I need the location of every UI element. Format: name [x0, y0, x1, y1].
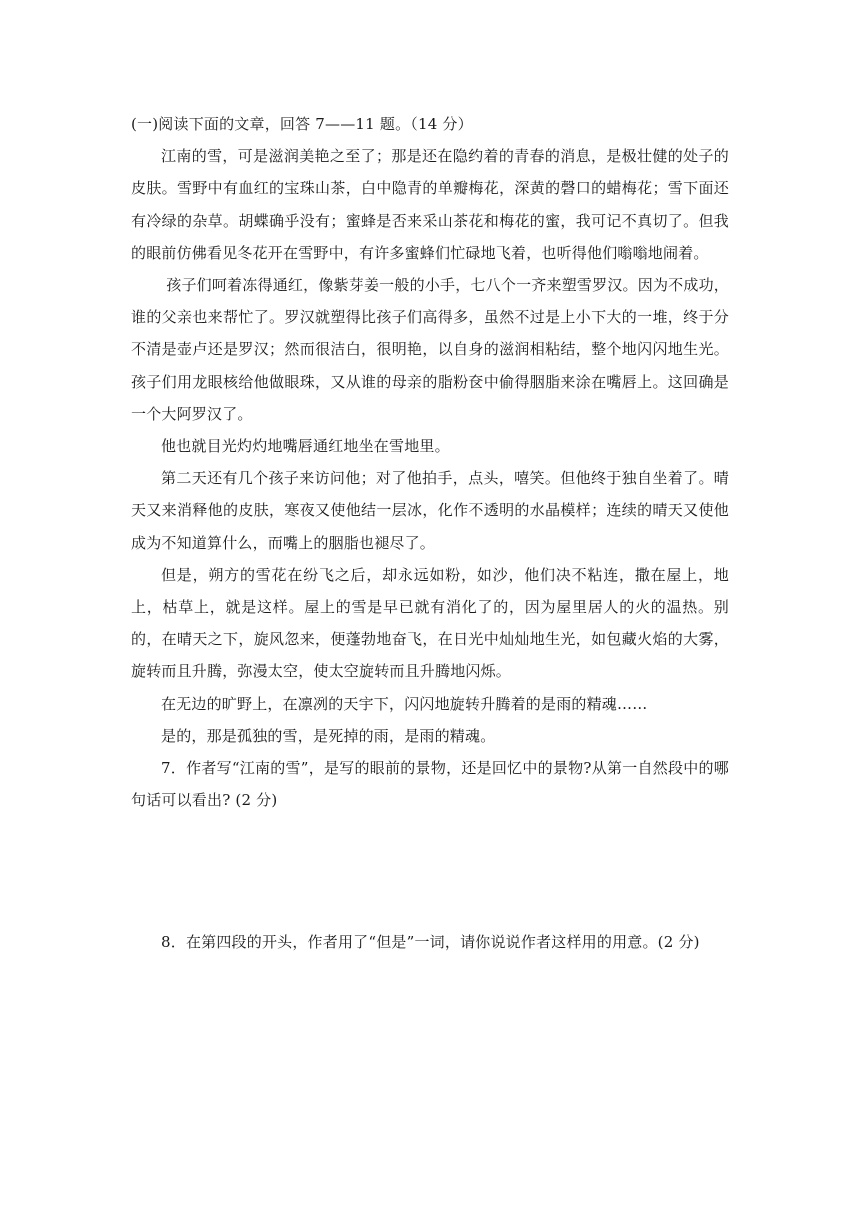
section-heading: (一)阅读下面的文章，回答 7——11 题。（14 分）: [131, 115, 473, 133]
paragraph-3: 他也就目光灼灼地嘴唇通红地坐在雪地里。: [161, 437, 450, 456]
question-8: 8．在第四段的开头，作者用了“但是”一词，请你说说作者这样用的用意。(2 分): [161, 933, 700, 952]
paragraph-5: 但是，朔方的雪花在纷飞之后，却永远如粉，如沙，他们决不粘连，撒在屋上，地上，枯草上，就是这样。屋上的雪是早已就有消化了的，因为屋里居人的火的温热。别的，在晴天之下，旋风忽来，便蓬勃地奋飞，在日光中灿灿地生光，如包藏火焰的大雾，旋转而且升腾，弥漫太空，使太空旋转而且升腾地闪烁。: [131, 565, 729, 681]
paragraph-7: 是的，那是孤独的雪，是死掉的雨，是雨的精魂。: [161, 726, 496, 745]
paragraph-1: 江南的雪，可是滋润美艳之至了；那是还在隐约着的青春的消息，是极壮健的处子的皮肤。雪野中有血红的宝珠山茶，白中隐青的单瓣梅花，深黄的磬口的蜡梅花；雪下面还有冷绿的杂草。胡蝶确乎没有；蜜蜂是否来采山茶花和梅花的蜜，我可记不真切了。但我的眼前仿佛看见冬花开在雪野中，有许多蜜蜂们忙碌地飞着，也听得他们嗡嗡地闹着。: [131, 147, 729, 262]
paragraph-6: 在无边的旷野上，在凛冽的天宇下，闪闪地旋转升腾着的是雨的精魂……: [161, 694, 648, 713]
paragraph-2: 孩子们呵着冻得通红，像紫芽姜一般的小手，七八个一齐来塑雪罗汉。因为不成功，谁的父亲也来帮忙了。罗汉就塑得比孩子们高得多，虽然不过是上小下大的一堆，终于分不清是壶卢还是罗汉；然而很洁白，很明艳，以自身的滋润相粘结，整个地闪闪地生光。孩子们用龙眼核给他做眼珠，又从谁的母亲的脂粉奁中偷得胭脂来涂在嘴唇上。这回确是一个大阿罗汉了。: [131, 276, 729, 423]
question-7: 7．作者写“江南的雪”，是写的眼前的景物，还是回忆中的景物?从第一自然段中的哪句话可以看出? (2 分): [131, 759, 729, 810]
reading-passage: [131, 108, 729, 959]
paragraph-4: 第二天还有几个孩子来访问他；对了他拍手，点头，嘻笑。但他终于独自坐着了。晴天又来消释他的皮肤，寒夜又使他结一层冰，化作不透明的水晶模样；连续的晴天又使他成为不知道算什么，而嘴上的胭脂也褪尽了。: [131, 469, 729, 552]
